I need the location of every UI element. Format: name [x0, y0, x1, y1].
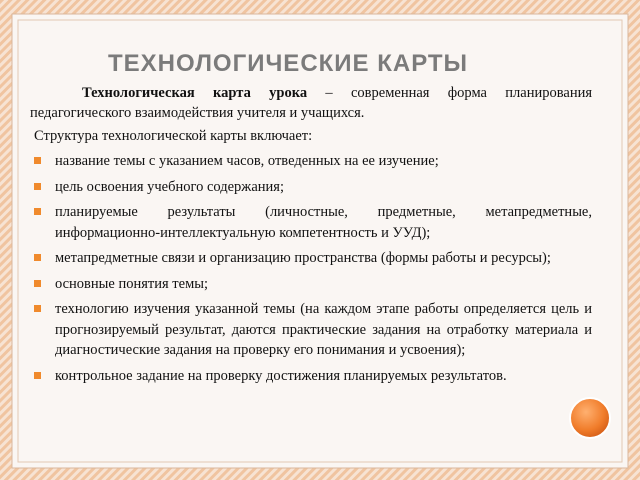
- structure-label: Структура технологической карты включает:: [34, 128, 313, 144]
- intro-term: Технологическая карта урока: [82, 85, 308, 101]
- list-item: [30, 202, 592, 243]
- list-item-text: основные понятия темы;: [55, 275, 209, 292]
- square-bullet-icon: [34, 280, 41, 287]
- slide-title: ТЕХНОЛОГИЧЕСКИЕ КАРТЫ: [108, 50, 469, 77]
- square-bullet-icon: [34, 305, 41, 312]
- list-item-text: метапредметные связи и организацию пространства (формы работы и ресурсы);: [55, 250, 551, 266]
- list-item: [30, 299, 592, 361]
- decorative-disc-icon: [570, 398, 610, 438]
- list-item: [30, 274, 592, 295]
- list-item: [30, 151, 592, 172]
- square-bullet-icon: [34, 157, 41, 164]
- list-item: [30, 177, 592, 198]
- intro-paragraph: [30, 83, 592, 123]
- list-item-text: технологию изучения указанной темы (на каждом этапе работы определяется цель и прогнозируемый результат, даются практические задания на отработку материала и диагностические задания на проверку его понимания и усвоения);: [55, 301, 592, 358]
- list-item-text: цель освоения учебного содержания;: [55, 178, 284, 195]
- list-item: [30, 248, 592, 269]
- list-item-text: контрольное задание на проверку достижения планируемых результатов.: [55, 367, 507, 384]
- list-item-text: название темы с указанием часов, отведенных на ее изучение;: [55, 153, 439, 169]
- list-item-text: планируемые результаты (личностные, предметные, метапредметные, информационно-интеллектуальную компетентность и УУД);: [55, 204, 592, 241]
- slide-content: [30, 83, 592, 391]
- square-bullet-icon: [34, 183, 41, 190]
- square-bullet-icon: [34, 208, 41, 215]
- square-bullet-icon: [34, 254, 41, 261]
- intro-definition: – современная форма планирования педагогического взаимодействия учителя и учащихся.: [30, 85, 593, 121]
- items-list: [30, 151, 592, 386]
- list-item: [30, 366, 592, 387]
- square-bullet-icon: [34, 372, 41, 379]
